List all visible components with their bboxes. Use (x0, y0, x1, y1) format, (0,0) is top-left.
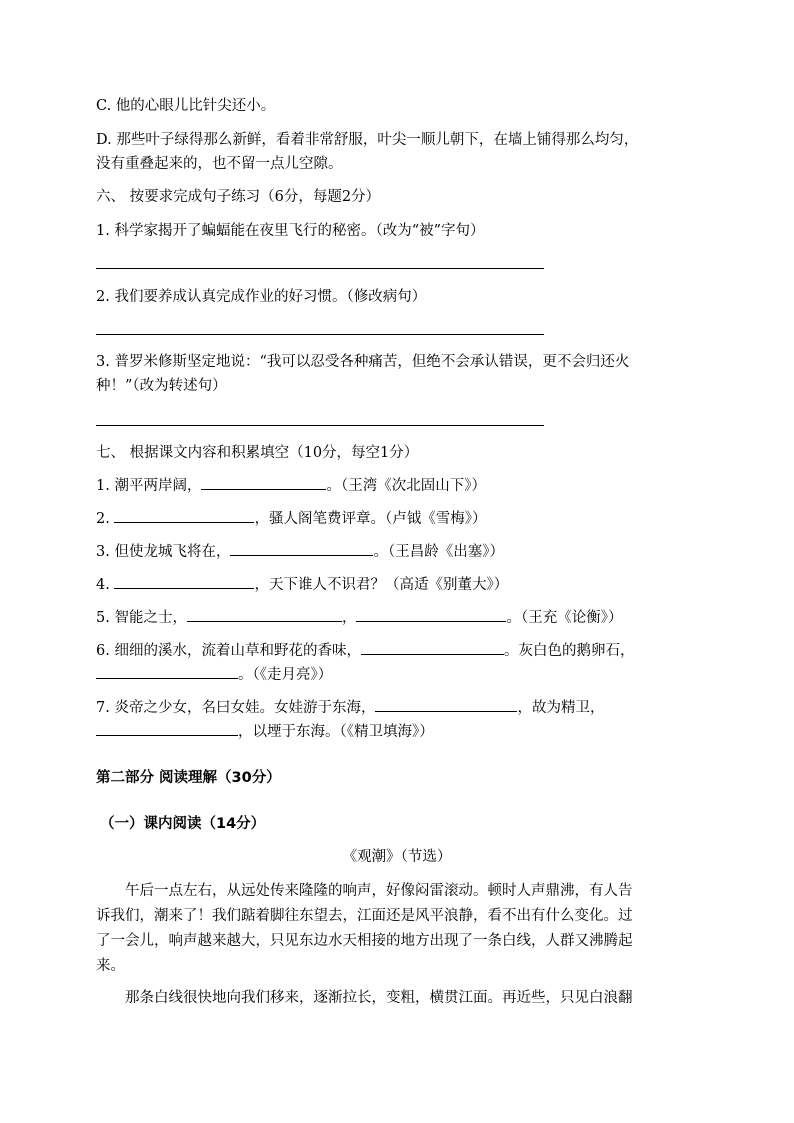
option-c: C. 他的心眼儿比针尖还小。 (96, 98, 276, 114)
fill-6-text-b: 。灰白色的鹅卵石， (503, 643, 635, 659)
reading-section-1-heading: （一）课内阅读（14分） (100, 816, 266, 832)
fill-5 (96, 607, 622, 629)
fill-7-text-c: ，以堙于东海。（《精卫填海》） (238, 724, 434, 740)
option-d-line2: 没有重叠起来的，也不留一点儿空隙。 (96, 156, 343, 172)
fill-3-text-b: 。（王昌龄《出塞》） (373, 544, 504, 560)
fill-7-line2 (96, 721, 434, 743)
passage-p1-line3: 了一会儿，响声越来越大，只见东边水天相接的地方出现了一条白线，人群又沸腾起 (96, 933, 633, 949)
part-2-heading: 第二部分 阅读理解（30分） (96, 770, 281, 786)
fill-2-text-a: 2. (96, 511, 115, 527)
fill-3 (96, 541, 504, 563)
fill-1-text-a: 1. 潮平两岸阔， (96, 478, 202, 494)
answer-line-1[interactable] (96, 268, 544, 269)
passage-p1-line4: 来。 (96, 958, 125, 974)
fill-6-blank-1[interactable] (361, 640, 504, 655)
fill-2-blank[interactable] (114, 508, 254, 523)
passage-p1-line1: 午后一点左右，从远处传来隆隆的响声，好像闷雷滚动。顿时人声鼎沸，有人告 (125, 883, 633, 899)
fill-6-line1 (96, 640, 634, 662)
fill-5-blank-1[interactable] (187, 607, 342, 622)
fill-7-blank-2[interactable] (96, 721, 238, 736)
section-7-heading: 七、 根据课文内容和积累填空（10分，每空1分） (96, 445, 419, 461)
fill-5-blank-2[interactable] (356, 607, 506, 622)
question-1: 1. 科学家揭开了蝙蝠能在夜里飞行的秘密。（改为“被”字句） (96, 223, 485, 239)
fill-5-text-a: 5. 智能之士， (96, 610, 187, 626)
fill-4-blank[interactable] (114, 574, 254, 589)
fill-5-text-c: 。（王充《论衡》） (506, 610, 623, 626)
fill-4-text-a: 4. (96, 577, 115, 593)
fill-6-text-a: 6. 细细的溪水，流着山草和野花的香味， (96, 643, 361, 659)
question-2: 2. 我们要养成认真完成作业的好习惯。（修改病句） (96, 289, 427, 305)
fill-7-text-a: 7. 炎帝之少女，名曰女娃。女娃游于东海， (96, 700, 376, 716)
passage-title: 《观潮》（节选） (342, 849, 452, 865)
answer-line-2[interactable] (96, 334, 544, 335)
fill-7-line1 (96, 697, 604, 719)
fill-6-blank-2[interactable] (96, 664, 238, 679)
fill-3-text-a: 3. 但使龙城飞将在， (96, 544, 231, 560)
fill-7-text-b: ，故为精卫， (517, 700, 605, 716)
fill-6-line2 (96, 664, 332, 686)
passage-p2-line1: 那条白线很快地向我们移来，逐渐拉长，变粗，横贯江面。再近些，只见白浪翻 (125, 990, 633, 1006)
fill-7-blank-1[interactable] (375, 697, 517, 712)
fill-6-text-c: 。（《走月亮》） (238, 667, 333, 683)
fill-2 (96, 508, 486, 530)
fill-2-text-b: ，骚人阁笔费评章。（卢钺《雪梅》） (254, 511, 487, 527)
option-d-line1: D. 那些叶子绿得那么新鲜，看着非常舒服，叶尖一顺儿朝下，在墙上铺得那么均匀， (96, 132, 639, 148)
fill-4-text-b: ，天下谁人不识君？（高适《别董大》） (254, 577, 509, 593)
fill-5-text-b: ， (341, 610, 357, 626)
fill-3-blank[interactable] (230, 541, 373, 556)
passage-p1-line2: 诉我们，潮来了！我们踮着脚往东望去，江面还是风平浪静，看不出有什么变化。过 (96, 908, 633, 924)
question-3-line1: 3. 普罗米修斯坚定地说：“我可以忍受各种痛苦，但绝不会承认错误，更不会归还火 (96, 354, 630, 370)
fill-1-text-b: 。（王湾《次北固山下》） (326, 478, 486, 494)
answer-line-3[interactable] (96, 425, 544, 426)
section-6-heading: 六、 按要求完成句子练习（6分，每题2分） (96, 189, 381, 205)
fill-4 (96, 574, 508, 596)
fill-1-blank[interactable] (201, 475, 326, 490)
question-3-line2: 种！”（改为转述句） (96, 378, 227, 394)
fill-1 (96, 475, 486, 497)
